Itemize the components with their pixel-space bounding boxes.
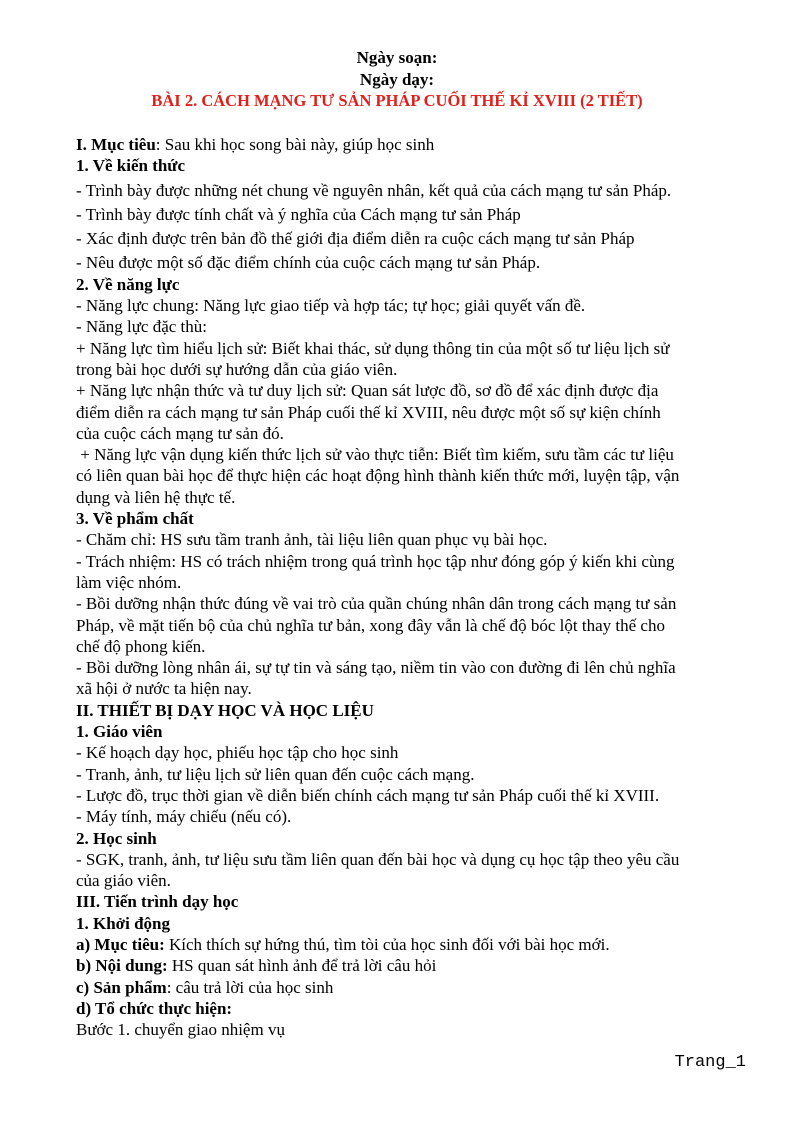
warmup-organization — [76, 998, 756, 1019]
quality-item: xã hội ở nước ta hiện nay. — [76, 679, 252, 699]
quality-item: - Chăm chỉ: HS sưu tầm tranh ảnh, tài liệu liên quan phục vụ bài học. — [76, 530, 548, 550]
step-item: Bước 1. chuyển giao nhiệm vụ — [76, 1020, 285, 1040]
item-label: c) Sản phẩm — [76, 977, 167, 997]
subheading-text: 2. Về năng lực — [76, 274, 180, 294]
competence-item: điểm diễn ra cách mạng tư sản Pháp cuối thế kỉ XVIII, nêu được một số sự kiện chính — [76, 402, 661, 422]
subheading-text: 2. Học sinh — [76, 828, 157, 848]
document-body — [76, 134, 756, 1040]
subheading-text: 1. Về kiến thức — [76, 156, 186, 176]
section-heading: III. Tiến trình dạy học — [76, 892, 239, 912]
quality-item: - Bồi dưỡng nhận thức đúng về vai trò của quần chúng nhân dân trong cách mạng tư sản — [76, 594, 677, 614]
knowledge-item: - Trình bày được những nét chung về nguyên nhân, kết quả của cách mạng tư sản Pháp. — [76, 180, 672, 200]
competence-item: dụng và liên hệ thực tế. — [76, 487, 236, 507]
section-heading: I. Mục tiêu — [76, 135, 156, 154]
warmup-goal — [76, 934, 756, 955]
subheading-warmup — [76, 913, 756, 934]
quality-item: làm việc nhóm. — [76, 572, 182, 592]
item-text: Kích thích sự hứng thú, tìm tòi của học sinh đối với bài học mới. — [164, 934, 610, 954]
competence-item: + Năng lực vận dụng kiến thức lịch sử vào thực tiễn: Biết tìm kiếm, sưu tầm các tư liệu — [76, 445, 674, 465]
knowledge-item: - Trình bày được tính chất và ý nghĩa của Cách mạng tư sản Pháp — [76, 204, 521, 224]
quality-item: chế độ phong kiến. — [76, 636, 206, 656]
item-label: d) Tổ chức thực hiện: — [76, 998, 233, 1018]
competence-item: + Năng lực nhận thức và tư duy lịch sử: Quan sát lược đồ, sơ đồ để xác định được địa — [76, 381, 659, 401]
subheading-knowledge — [76, 155, 756, 176]
knowledge-item: - Xác định được trên bản đồ thế giới địa điểm diễn ra cuộc cách mạng tư sản Pháp — [76, 229, 635, 249]
student-item: - SGK, tranh, ảnh, tư liệu sưu tầm liên quan đến bài học và dụng cụ học tập theo yêu cầu — [76, 849, 680, 869]
subheading-text: 3. Về phẩm chất — [76, 509, 194, 529]
quality-item: - Trách nhiệm: HS có trách nhiệm trong quá trình học tập như đóng góp ý kiến khi cùng — [76, 551, 675, 571]
subheading-teacher — [76, 721, 756, 742]
subheading-qualities — [76, 508, 756, 529]
teacher-item: - Máy tính, máy chiếu (nếu có). — [76, 807, 292, 827]
lesson-title: BÀI 2. CÁCH MẠNG TƯ SẢN PHÁP CUỐI THẾ KỈ XVIII (2 TIẾT) — [151, 91, 643, 110]
section-process — [76, 891, 756, 912]
prep-date-label: Ngày soạn: — [356, 48, 438, 67]
knowledge-item: - Nêu được một số đặc điểm chính của cuộc cách mạng tư sản Pháp. — [76, 253, 541, 273]
section-equipment — [76, 700, 756, 721]
warmup-product — [76, 977, 756, 998]
warmup-content — [76, 955, 756, 976]
section-heading-rest: : Sau khi học song bài này, giúp học sinh — [155, 135, 435, 154]
teacher-item: - Tranh, ảnh, tư liệu lịch sử liên quan đến cuộc cách mạng. — [76, 764, 475, 784]
student-item: của giáo viên. — [76, 871, 171, 891]
teach-date-label: Ngày dạy: — [359, 70, 435, 89]
section-objectives — [76, 134, 756, 155]
competence-item: + Năng lực tìm hiểu lịch sử: Biết khai thác, sử dụng thông tin của một số tư liệu lịch sử — [76, 338, 670, 358]
page-number: Trang_1 — [674, 1053, 746, 1072]
subheading-text: 1. Khởi động — [76, 913, 170, 933]
item-text: : câu trả lời của học sinh — [166, 977, 334, 997]
competence-item: trong bài học dưới sự hướng dẫn của giáo viên. — [76, 359, 398, 379]
quality-item: - Bồi dưỡng lòng nhân ái, sự tự tin và sáng tạo, niềm tin vào con đường đi lên chủ nghĩa — [76, 658, 676, 678]
teacher-item: - Kế hoạch dạy học, phiếu học tập cho học sinh — [76, 743, 399, 763]
subheading-student — [76, 828, 756, 849]
section-heading: II. THIẾT BỊ DẠY HỌC VÀ HỌC LIỆU — [76, 700, 374, 720]
competence-item: của cuộc cách mạng tư sản đó. — [76, 423, 284, 443]
competence-item: có liên quan bài học để thực hiện các hoạt động hình thành kiến thức mới, luyện tập, vận — [76, 466, 680, 486]
competence-item: - Năng lực chung: Năng lực giao tiếp và hợp tác; tự học; giải quyết vấn đề. — [76, 296, 586, 316]
quality-item: Pháp, về mặt tiến bộ của chủ nghĩa tư bản, xong đây vẫn là chế độ bóc lột thay thế cho — [76, 615, 665, 635]
teacher-item: - Lược đồ, trục thời gian về diễn biến chính cách mạng tư sản Pháp cuối thế kỉ XVIII. — [76, 785, 660, 805]
subheading-text: 1. Giáo viên — [76, 722, 163, 742]
item-text: HS quan sát hình ảnh để trả lời câu hỏi — [167, 956, 437, 976]
subheading-competence — [76, 274, 756, 295]
competence-item: - Năng lực đặc thù: — [76, 317, 208, 337]
item-label: b) Nội dung: — [76, 956, 168, 976]
item-label: a) Mục tiêu: — [76, 934, 165, 954]
